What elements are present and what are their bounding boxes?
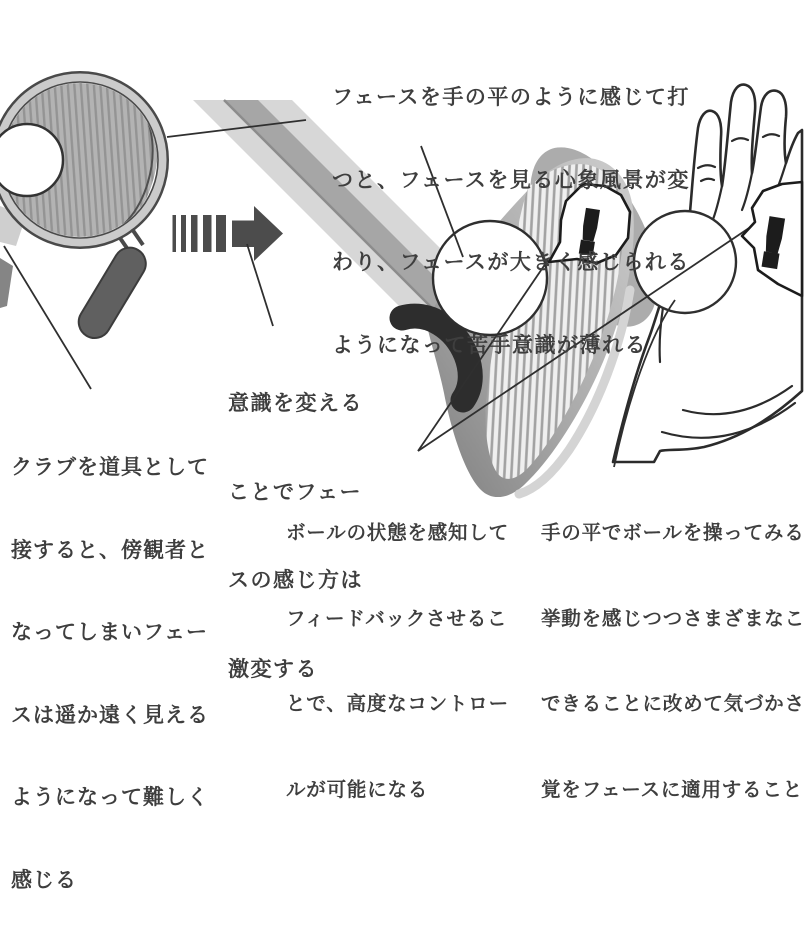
magnified-ball xyxy=(0,124,63,196)
annotation-line: なってしまいフェー xyxy=(11,620,208,644)
annotation-line: フィードバックさせるこ xyxy=(286,606,508,630)
annotation-line: 手の平でボールを操ってみる xyxy=(541,521,805,544)
annotation-line: つと、フェースを見る心象風景が変 xyxy=(332,167,690,192)
annotation-line: 激変する xyxy=(228,656,318,681)
annotation-line: 挙動を感じつつさまざまなこ xyxy=(541,606,805,630)
annotation-palm-practice xyxy=(541,462,805,861)
annotation-line: とで、高度なコントロー xyxy=(286,692,509,715)
annotation-line: できることに改めて気づかさ xyxy=(541,692,805,715)
magnifier-handle xyxy=(73,242,152,344)
annotation-line: スは遥か遠く見える xyxy=(11,702,209,727)
annotation-line: ことでフェー xyxy=(228,479,362,504)
transition-arrow xyxy=(173,206,284,261)
annotation-line: ようになって苦手意識が薄れる xyxy=(332,332,647,357)
line-fragment-to-club-text xyxy=(4,246,91,389)
line-arrow-to-mindset-text xyxy=(247,244,273,326)
magnifier-icon xyxy=(0,69,168,344)
exclamation-mark-left: ! xyxy=(570,197,608,269)
club-fragment-dark xyxy=(0,258,13,308)
annotation-line: 感じる xyxy=(11,867,77,892)
annotation-line: フェースを手の平のように感じて打 xyxy=(332,85,690,109)
annotation-line: ボールの状態を感知して xyxy=(286,521,509,544)
annotation-line: わり、フェースが大きく感じられる xyxy=(332,250,690,274)
annotation-line: 意識を変える xyxy=(228,391,363,415)
annotation-ball-feedback xyxy=(286,462,509,861)
annotation-face-feel xyxy=(332,29,690,414)
annotation-line: スの感じ方は xyxy=(228,568,363,592)
annotation-club-as-tool xyxy=(11,399,209,949)
annotation-line: ルが可能になる xyxy=(286,777,429,801)
annotation-line: 覚をフェースに適用すること xyxy=(541,777,803,801)
annotation-line: クラブを道具として xyxy=(11,455,209,479)
handle-fork-2 xyxy=(132,229,143,245)
exclamation-mark-right: ! xyxy=(752,206,794,284)
annotation-line: ようになって難しく xyxy=(11,785,209,809)
annotation-line: 接すると、傍観者と xyxy=(11,537,209,562)
